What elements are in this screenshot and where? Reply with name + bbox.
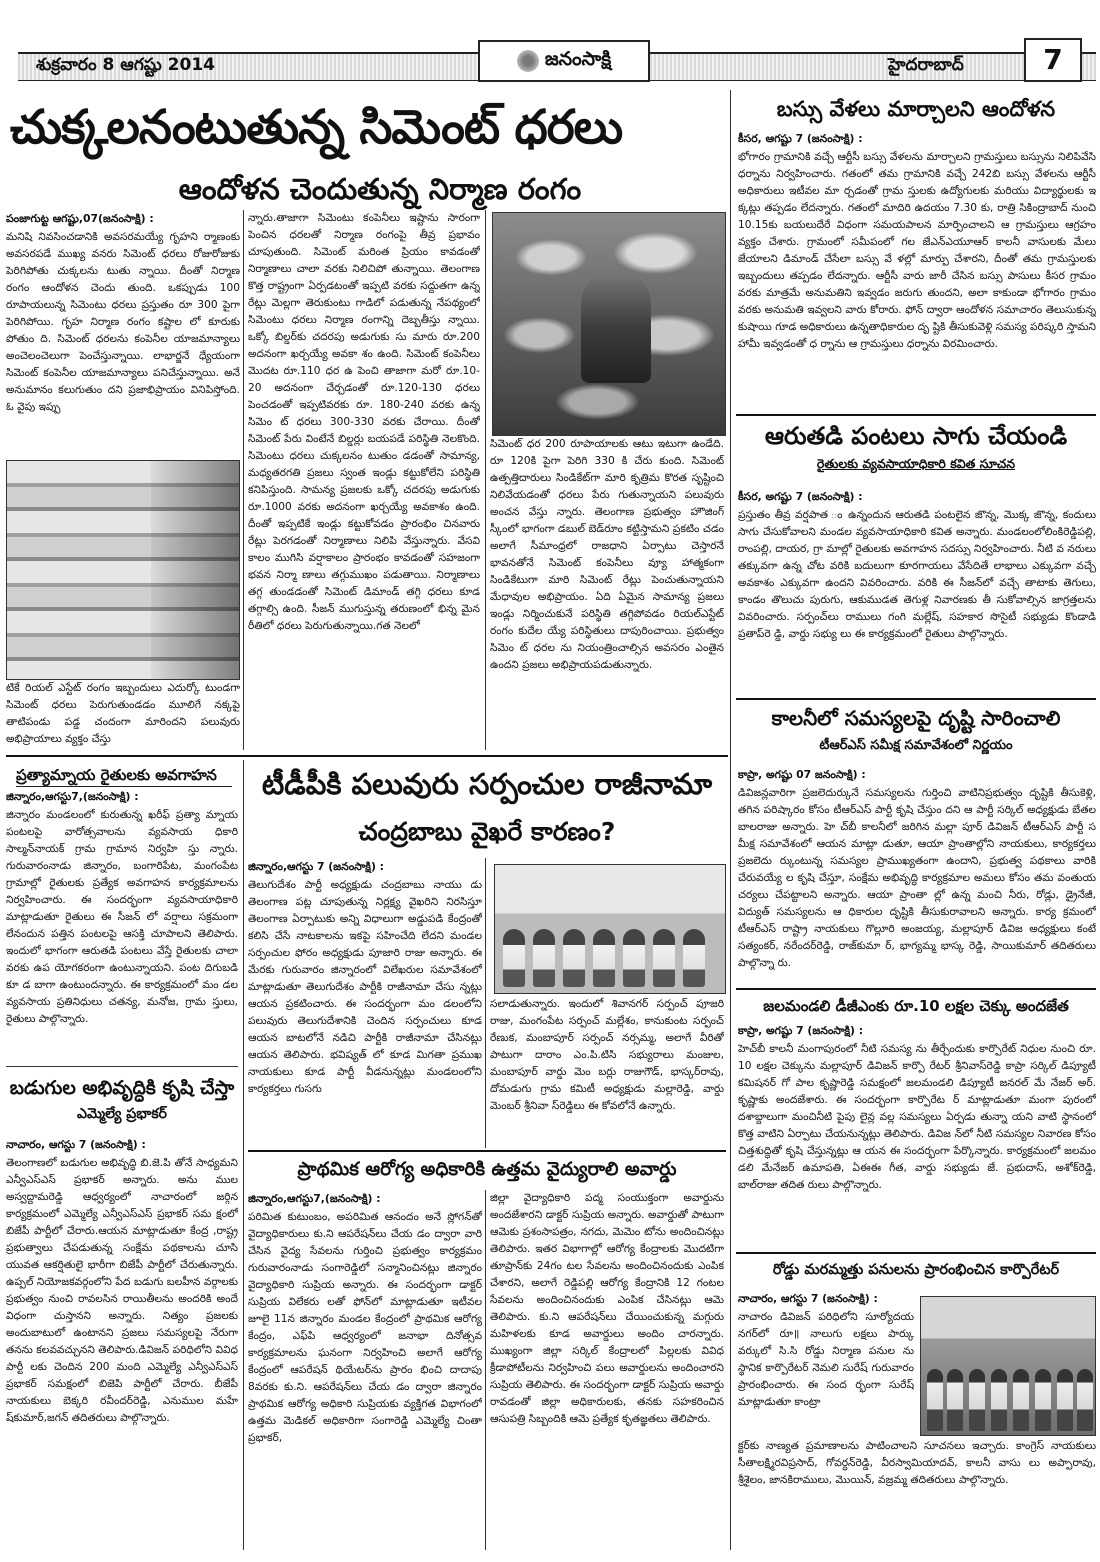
cement-headline: చుక్కలనంటుతున్న సిమెంట్ ధరలు <box>10 100 623 155</box>
tdp-col2-text: సలాడుతున్నారు. ఇందులో శివానగర్ సర్పంచ్ పూజరి రాజు, మంగంపేట సర్పంచ్ మల్లేశం, కానుకుంట సర్పంచ్ రేణుక, మంబాపూర్ సర్పంచ్ నర్సమ్మ, అలాగే వీరితో పాటుగా దారాం ఎం.పి.టిసి సభ్యురాలు మంజుల, మంబాపూర్ వార్డు మెం బర్లు రాజుగౌడ్, భాస్కర్‌రావు, దోమడుగు గ్రామ కమిటీ అధ్యక్షుడు మల్లారెడ్డి, వార్డు మెంబర్ శ్రీనివా స్‌రెడ్డిలు ఈ కోవలోనే ఉన్నారు. <box>490 998 724 1112</box>
masthead-title: జనంసాక్షి <box>544 47 612 70</box>
cement-dateline: పంజాగుట్ట ఆగష్టు,07(జనంసాక్షి) : <box>6 212 154 225</box>
road-text-top: నాచారం డివిజన్ పరిధిలోని సూర్యోదయ నగర్‌లో రూ॥ నాలుగు లక్షలు పార్కు వర్కులో సి.సి రోడ్డు నిర్మాణ పనుల ను స్థానిక కార్పొరేటర్ నెమలి సురేష్ గురువారం ప్రారంభించారు. ఈ సంద ర్భంగా సురేష్ మాట్లాడుతూ కాంట్రా <box>738 1311 914 1408</box>
crops-headline: ఆరుతడి పంటలు సాగు చేయండి <box>764 422 1068 450</box>
colony-text: డివిజన్లవారిగా ప్రజలెదుర్కునే సమస్యలను గుర్తించి వాటినిప్రభుత్వం దృష్టికి తీసుకెళ్లి, తగిన పరిష్కారం కోసం టీఆర్ఎస్ పార్టీ కృషి చేస్తుం దని ఆ పార్టీ సర్కిల్ అధ్యక్షుడు బేతల బాలరాజు అన్నారు. హె చ్‌బీ కాలనీలో జరిగిన మల్లా పూర్ డివిజన్ టీఆర్ఎస్ పార్టీ స మీక్ష సమావేశంలో ఆయన మాట్లా డుతూ, ఆయా ప్రాంతాల్లోని నాయకులు, కార్యకర్తలు ప్రజలెదు ర్కుంటున్న సమస్యల ప్రాముఖ్యతంగా ఉందాని, ప్రభుత్వ పథకాలు వారికి చేరువయ్యే ల కృషి చేస్తూ, సంక్షేమ అభివృద్ధి కార్యక్రమాల అమలు కోసం తమ వంతుయ చర్యలు చేపట్టాలని అన్నారు. ఆయా ప్రాంతా ల్లో ఉన్న మంచి నీరు, రోడ్లు, డ్రైనేజీ, విద్యుత్ సమస్యలను ఆ ధికారుల దృష్టికి తీసుకురావాలని అన్నారు. కార్య క్రమంలో టీఆర్ఎస్ రాష్ట్రా నాయకులు గొల్లూరి అంజయ్య, మల్లాపూర్ డివిజ అధ్యక్షులు కంటే సత్యంకర్, నరేందర్‌రెడ్డి, రాజ్‌కుమా ర్, భాగ్యమ్మ భాస్క రెడ్డి, సాయికుమార్ తదితరులు పాల్గొన్నా రు. <box>738 787 1096 969</box>
masthead-logo <box>478 40 650 82</box>
doctor-col2-text: జిల్లా వైద్యాధికారి పద్మ సంయుక్తంగా అవార్డును అందజేశారని డాక్టర్ సుప్రియ అన్నారు. అవార్డుతో పాటుగా ఆమెకు ప్రశంసాపత్రం, నగదు, మెమెం టోను అందించినట్లు తెలిపారు. ఇతర విభాగాల్లో ఆరోగ్య కేంద్రాలకు మొదటిగా తూప్రాన్‌కు 24గం టల సేవలను అందించినందుకు ఎంపిక చేశారని, అలాగే రెడ్డిపల్లి ఆరోగ్య కేంద్రానికి 12 గంటల సేవలను అందించినందుకు ఎంపిక చేసినట్లు ఆమె తెలిపారు. కు.ని ఆపరేషన్‌లు చేయించుకున్న మగ్గురు మహిళలకు కూడ అవార్డులు అందిం చారన్నారు. ముఖ్యంగా జిల్లా సర్కిల్ కేంద్రాలలో పిల్లలకు వివిధ క్రీడాపోటీలను నిర్వహించి పలు అవార్డులను అందించారని సుప్రియ తెలిపారు. ఈ సందర్భంగా డాక్టర్ సుప్రియ అవార్డు రావడంతో జిల్లా అధికారులకు, తనకు సహకరించిన ఆసుపత్రి సిబ్బందికి ఆమె ప్రత్యేక కృతజ్ఞతలు తెలిపారు. <box>490 1192 724 1425</box>
road-story-top <box>738 1290 914 1440</box>
doctor-col1-text: పరిమిత కుటుంబం, అపరిమిత ఆనందం అనే స్లోగన్‌తో వైద్యాధికారులు కు.ని ఆపరేషన్‌లు చేయ డం ద్వారా వారి చేసిన వైద్య సేవలను గుర్తించి ప్రభుత్వం కార్యక్రమం గురువారంనాడు సంగారెడ్డిలో సన్మానించినట్లు జిన్నారం వైద్యాధికారి సుప్రియ అన్నారు. ఈ సందర్భంగా డాక్టర్ సుప్రియ విలేకరు లతో ఫోన్‌లో మాట్లాడుతూ ఇటీవల జూలై 11న జిన్నారం మండల కేంద్రంలో ప్రాథమిక ఆరోగ్య కేంద్రం, ఎఫ్‌పి ఆధ్వర్యంలో జనాభా దినోత్సవ కార్యక్రమాలను ఘనంగా నిర్వహించి అలాగే ఆరోగ్య కేంద్రంలో ఆపరేషన్ థియేటర్‌ను ప్రారం భించి దాదాపు 8వరకు కు.ని. ఆపరేషన్‌లు చేయ డం ద్వారా జిన్నారం ప్రాథమిక ఆరోగ్య అధికారి సుప్రియకు వ్యక్తిగత విభాగంలో ఉత్తమ మెడికల్ అధికారిగా సంగారెడ్డి ఎమ్మెల్యే చింతా ప్రభాకర్, <box>248 1211 482 1444</box>
cement-column-1-bottom <box>6 680 240 750</box>
worker-carrying-cement-photo <box>492 212 726 436</box>
page-number: 7 <box>1024 38 1082 82</box>
issue-date: శుక్రవారం 8 ఆగష్టు 2014 <box>36 55 216 75</box>
weaker-headline: బడుగుల అభివృద్ధికి కృషి చేస్తా <box>9 1077 235 1099</box>
cheque-headline: జలమండలి డీజీఎంకు రూ.10 లక్షల చెక్కు అందజేత <box>763 997 1069 1015</box>
edition-city: హైదరాబాద్ <box>888 55 964 75</box>
cement-col3-text: సిమెంట్ ధర 200 రూపాయాలకు ఆటు ఇటుగా ఉండేది. రూ 120కి పైగా పెరిగి 330 కి చేరు కుంది. సిమెంట్ ఉత్పత్తిదారులు సిండికేట్‌గా మారి కృత్రిమ కొరత సృష్టించి నిలివేయడంతో ధరలు పేరు గుతున్నాయని పలువురు అంచన వేస్తు న్నారు. తెలంగాణ ప్రభుత్వం హౌజింగ్ స్కీంలో భాగంగా డబుల్ బెడ్‌రూం కట్టిస్తామని ప్రకటిం చడం అలాగే సీమాంధ్రలో రాజధాని ఏర్పాటు చెస్తారనే భావనతోనే సిమెంట్ కంపెనీలు వ్యూ హాత్మకంగా సిండికేటుగా మారి సిమెంట్ రేట్లు పెంచుతున్నాయని మేధావుల అభిప్రాయం. ఏది ఏమైన సామాన్య ప్రజలు ఇండ్లు నిర్మించుకునే పరిస్థితి తగ్గిపోవడం రియల్‌ఎస్టేట్ రంగం కుదేల య్యే పరిస్థితులు దాపురించాయి. ప్రభుత్వం సిమెం ట్ ధరల ను నియంత్రించాల్సిన అవసరం ఎంతైన ఉందని ప్రజలు అభిప్రాయపడుతున్నారు. <box>490 438 724 671</box>
tdp-col1-text: తెలుగుదేశం పార్టీ అధ్యక్షుడు చంద్రబాబు నాయు డు తెలంగాణ పట్ల చూపుతున్న నిర్లక్ష్య వైఖరిని నిరసిస్తూ తెలంగాణ ఏర్పాటుకు అన్ని విధాలుగా అడ్డుపడి కేంద్రంతో కలిసి చేసే నాటకాలను ఇకపై సహించేది లేదని మండల సర్పంచుల ఫోరం అధ్యక్షుడు పూజారి రాజు అన్నారు. ఈ మేరకు గురువారం జిన్నారంలో విలేఖరుల సమావేశంలో మాట్లాడుతూ తెలుగుదేశం పార్టీకి రాజీనామా చేసు న్నట్లు ఆయన ప్రకటించారు. ఈ సందర్భంగా మం డలంలోని పలువురు తెలుగుదేశానికి చెందిన సర్పంచులు కూడ ఆయన బాటలోనే నడిచి పార్టీకి రాజీనామా చేసినట్లు ఆయన తెలిపారు. భవిష్యత్ లో కూడ మిగతా ప్రముఖ నాయకులు కూడ పార్టీ వీడనున్నట్లు మండలంలోని కార్యకర్తలు గుసగు <box>248 879 482 1095</box>
cement-col1-top-text: మనిషి నివసించడానికి అవసరమయ్యే గృహని ర్మాణంకు అవసరపడే ముఖ్య వనరు సిమెంట్ ధరలు రోజురోజుకు పెరిగిపోతు చుక్కలను టుతు న్నాయి. దీంతో నిర్మాణ రంగం ఆందోళన చెందు తుంది. ఒకప్పుడు 100 రూపాయలున్న సిమెంటు ధరలు ప్రస్తుతం రూ 300 పైగా పెరిగిపోయి. గృహ నిర్మాణ రంగం కష్టాల లో కూరుకు పోతుం ది. సిమెంట్ ధరలను కంపెనీల యాజమాన్యాలు అంచెలంచెలుగా పెంచేస్తున్నాయి. లాభార్జనే ధ్యేయంగా సిమెంట్ కంపెనీల యాజమాన్యాలు పనిచేస్తున్నాయి. అనే అనుమానం కలుగుతుం దని ప్రజాభిప్రాయం వినిపిస్తోంది. ఓ వైపు ఇప్పు <box>6 231 240 413</box>
cement-column-2 <box>248 210 480 750</box>
road-work-inauguration-photo <box>920 1296 1096 1436</box>
crops-text: ప్రస్తుతం తీవ్ర వర్షపాత ం ఉన్నందున ఆరుతడి పంటలైన జొన్న, మొక్క జొన్న, కందులు సాగు చేసుకోవాలని మండల వ్యవసాయాధికారి కవిత అన్నారు. మండలంలోలింకిరెడ్డిపల్లి, రాంపల్లి, దాయర, గ్రా మాల్లో రైతులకు అవగాహన సదస్సు నిర్వహించారు. నీటి వ నరులు తక్కువగా ఉన్న చోట వరికి బదులుగా కూరగాయలు వేసేదితే లాభాలు ఎక్కువగా వచ్చే అవకాశం ఎక్కువగా ఉందని వివరించారు. వరికి ఈ సీజన్‌లో వచ్చే తాటాకు తెగులు, కాండం తొలుచు పురుగు, ఆకుముడత తెగుళ్ల నివారణకు తీ సుకోవాల్సిన జాగ్రత్తలను వివరించారు. సర్పంచ్‌లు రాములు గంగి మల్లేష్, సహకార సొసైటీ సభ్యుడు కొండాడి ప్రతాప్‌రె డ్డి, వార్డు సభ్యు లు ఈ కార్యక్రమంలో రైతులు పాల్గొన్నారు. <box>738 509 1096 640</box>
farmers-text: జిన్నారం మండలంలో కురుతున్న ఖరీఫ్ ప్రత్యా మ్నాయ పంటలపై వారోత్సవాలను వ్యవసాయ ధికారి సాల్మన్‌నాయక్ గ్రామ గ్రామాన నిర్వహి స్తు న్నారు. గురువారంనాడు జిన్నారం, బంగారిపేట, మంగంపేట గ్రామాల్లో రైతులకు ప్రత్యేక అవగాహన కార్యక్రమాలను నిర్వహించారు. ఈ సందర్భంగా వ్యవసాయాధికారి మాట్లాడుతూ రైతులు ఈ సీజన్ లో వర్షాలు సక్రమంగా లేనందున పత్తిన పంటలపై ఆసక్తి చూపాలని తెలిపారు. ఇందులో భాగంగా ఆరుతడి పంటలు వేస్తే రైతులకు చాలా వరకు ఉప యోగకరంగా ఉంటున్నాయని. పంట దిగుబడి కూ డ బాగా ఉంటుందన్నారు. ఈ కార్యక్రమంలో మం డల వ్యవసాయ ప్రతినిధులు చతన్య, మనోజ, గ్రామ స్తులు, రైతులు పాల్గొన్నారు. <box>6 809 238 1025</box>
weaker-story <box>6 1136 238 1551</box>
doctor-column-2 <box>490 1190 724 1552</box>
sarpanch-meeting-photo <box>494 864 726 994</box>
colony-story <box>738 766 1096 986</box>
tdp-subheadline: చంద్రబాబు వైఖరే కారణం? <box>358 817 616 846</box>
bus-story <box>738 130 1096 412</box>
cheque-story <box>738 1022 1096 1250</box>
page-header <box>0 0 1100 86</box>
doctor-headline: ప్రాథమిక ఆరోగ్య అధికారికి ఉత్తమ వైద్యురాలి అవార్డు <box>297 1159 677 1180</box>
cement-col2-text: న్నారు.తాజాగా సిమెంటు కంపెనీలు ఇష్టాను సారంగా పెంచిన ధరలతో నిర్మాణ రంగంపై తీవ్ర ప్రభావం చూపుతుంది. సిమెంట్ మరింత ప్రియం కావడంతో నిర్మాణాలు చాలా వరకు నిలిచిపో తున్నాయి. తెలంగాణ కొత్త రాష్ట్రంగా ఏర్పడటంతో ఇప్పటి వరకు సద్దుతగా ఉన్న రేట్లు మెల్లగా తెరుకుంటు గాడిలో పడుతున్న నేపథ్యంలో సిమెంటు ధరలు నిర్మాణ రంగాన్ని దెబ్బతీస్తు న్నాయి. ఒక్కో బిల్డర్‌కు చదరపు అడుగుకు సు మారు రూ.200 అదనంగా ఖర్చయ్యే అవకా శం ఉంది. సిమెంట్ కంపెనీలు మొదట రూ.110 ధర ఉ పెంచి తాజాగా మరో రూ.10-20 అదనంగా చేర్చడంతో రూ.120-130 ధరలు పెంచడంతో ఇప్పటివరకు రూ. 180-240 వరకు ఉన్న సిమెం ట్ ధరలు 300-330 వరకు చేరాయి. దీంతో సిమెంట్ పేరు వింటేనే బిల్డర్లు బయపడే పరిస్థితి నెలకొంది. సిమెంటు ధరలు చుక్కలనం టుతుం డడంతో సామాన్య, మధ్యతరగతి ప్రజలు స్వంత ఇండ్లు కట్టుకోలేని పరిస్థితి కనిపిస్తుంది. సామన్య ప్రజలకు ఒక్కో చదరపు అడుగుకు రూ.1000 వరకు అదనంగా ఖర్చయ్యే అవకాశం ఉంది. దీంతో ఇప్పటికే ఇండ్లు కట్టుకోవడం ప్రారంభిం చినవారు రేట్లు పెరగడంతో నిర్మాణాలు నిలిపి వేస్తున్నారు. వేసవి కాలం ముగిసి వర్షాకాలం ప్రారంభం కావడంతో సహజంగా భవన నిర్మా ణాలు తగ్గుముఖం పడుతాయి. నిర్మాణాలు తగ్గ తుండడంతో సిమెంట్ డిమాండ్ తగ్గి ధరలు కూడ తగ్గాల్సి ఉంది. సీజన్ ముగుస్తున్న తరుణంలో భిన్న మైన రీతిలో ధరలు పెరుగుతున్నాయి.గత నెలలో <box>248 212 480 632</box>
crops-story <box>738 488 1096 696</box>
bus-text: భోగారం గ్రామానికి వచ్చే ఆర్టీసీ బస్సు వేళలను మార్చాలని గ్రామస్తులు బస్సును నిలిపివేసి ధర్నాను నిర్వహించారు. గతంలో తమ గ్రామానికి వచ్చే 242బి బస్సు వేళలను ఆర్టీసీ అధికారులు ఇటీవల మా ర్చడంతో గ్రామ స్తులకు ఉద్యోగులకు మరియు విద్యార్థులకు ఇ క్కట్లు తప్పడం లేదన్నారు. గతంలో మాదిరి ఉదయం 7.30 కు, రాత్రి సికింద్రాబాద్ నుంచి 10.15కు బయలుదేరే విధంగా సమయపాలన మార్పించాలని ఆ గ్రామస్తులు ఆగ్రహం వ్యక్తం చేశారు. గ్రామంలో సమీపంలో గల జేఎన్‌ఎయూఆర్ కాలనీ వాసులకు మేలు జేయాలని డిమాండ్ చేసేలా బస్సు వే ళల్లో మార్పు చేశారని, దీంతో తమ గ్రామస్తులకు ఇబ్బందులు తప్పడం లేదన్నారు. ఆర్టీసీ వారు జారీ చేసిన బస్సు పాసులు కీసర గ్రామం వరకు మాత్రమే అనుమతిని ఇవ్వడం జరుగు తుందని, అలా కాకుండా భోగారం గ్రామం వరకు అనుమతి ఇవ్వలని వారు కోరారు. ఫోన్ ద్వారా ఆందోళన సమాచారం తెలుసుకున్న కుషాయి గూడ అధికారులు ఉన్నతాధికారుల దృ ష్టికి తీసుకువెళ్లి సమస్య పరిష్కరి స్తామని హామీ ఇవ్వడంతో ధ ర్నాను ఆ గ్రామస్తులు ధర్నాను విరమించారు. <box>738 151 1096 350</box>
farmers-dateline: జిన్నారం,ఆగస్టు7,(జనంసాక్షి) : <box>6 790 139 803</box>
colony-dateline: కాప్రా, అగష్టు 07 జనంసాక్షి) : <box>738 768 866 781</box>
tdp-column-2 <box>490 996 724 1148</box>
masthead-emblem-icon <box>517 50 539 72</box>
doctor-dateline: జిన్నారం,ఆగస్టు7,(జనంసాక్షి) : <box>248 1192 381 1205</box>
road-story-bottom <box>738 1438 1096 1550</box>
farmers-headline: ప్రత్యామ్నాయ రైతులకు అవగాహన <box>16 764 232 787</box>
road-text-bottom: క్టర్‌కు నాణ్యత ప్రమాణాలను పాటించాలని సూచనలు ఇచ్చారు. కాంగ్రెస్ నాయకులు సీతాలక్ష్మిరవిప్రసాద్, గోవర్ధన్‌రెడ్డి, వీరస్వామియాదవ్, కాలనీ వాసు లు అప్పారావు, శ్రీశైలం, జానకిరాములు, మొయిన్, వజ్రమ్మ తదితరులు పాల్గొన్నారు. <box>738 1440 1096 1486</box>
weaker-text: తెలంగాణలో బడుగుల అభివృద్ధి బి.జె.పి తోనే సాధ్యమని ఎన్వీఎస్ఎస్ ప్రభాకర్ అన్నారు. అను ముల అస్వద్దామరెడ్డి ఆధ్వర్యంలో నాచారంలో జర్గిన కార్యక్రమంలో ఎమ్మెల్యే ఎన్వీఎస్ఎస్ ప్రభాకర్ సమ క్షంలో బిజేపీ పార్టీలో చేరారు.ఆయన మాట్లాడుతూ కేంద్ర ,రాష్ట్ర ప్రభుత్వాలు చేపడుతున్న సంక్షేమ పథకాలను చూసి యువత ఆకర్షితులై భారీగా బిజేపీ పార్టీలో చేరుతున్నారు. ఉప్పల్ నియోజకవర్గంలోని పేద బడుగు బలహీన వర్గాలకు ప్రభుత్వం నుంచి రావలసిన రాయితీలను అందరికి అందే విధంగా చుస్తానని అన్నారు. నిత్యం ప్రజలకు అందుబాటులో ఉంటానని ప్రజలు సమస్యలపై నేరుగా తనను కలవవచ్చునని తెలిపారు.డివిజన్ పరిధిలోని వివిధ పార్టీ లకు చెందిన 200 మంది ఎమ్మెల్యే ఎన్వీఎస్ఎస్ ప్రభాకర్ సమక్షంలో బిజెపి పార్టీలో చేరారు. బీజేపీ నాయకులు బెక్కరి రవీందర్‌రెడ్డి, ఎనుముల మహే ష్‌కుమార్,జగన్ తదితరులు పాల్గొన్నారు. <box>6 1157 238 1424</box>
crops-dateline: కీసర, అగష్టు 7 (జనంసాక్షి) : <box>738 490 863 503</box>
cement-subheadline: ఆందోళన చెందుతున్న నిర్మాణ రంగం <box>178 172 582 206</box>
road-headline: రోడ్డు మరమ్మత్తు పనులను ప్రారంభించిన కార్పొరేటర్ <box>772 1262 1060 1278</box>
doctor-column-1 <box>248 1190 482 1552</box>
cement-sacks-photo <box>6 460 240 680</box>
cement-column-1-top <box>6 210 240 458</box>
colony-subheadline: టీఆర్ఎస్ సమీక్ష సమావేశంలో నిర్ణయం <box>819 738 1013 753</box>
bus-headline: బస్సు వేళలు మార్చాలని ఆందోళన <box>776 97 1056 121</box>
weaker-subheadline: ఎమ్మెల్యే ప్రభాకర్ <box>77 1106 167 1122</box>
cement-col1-bottom-text: టికే రియల్ ఎస్టేట్ రంగం ఇబ్బందులు ఎదుర్కో టుండగా సిమెంట్ ధరలు పెరుగుతుండడం మూలిగే నక్కపై తాటిపండు పడ్డ చందంగా మారిందని పలువురు అభిప్రాయాలు వ్యక్తం చేస్తు <box>6 682 240 745</box>
tdp-headline: టీడీపీకి పలువురు సర్పంచుల రాజీనామా <box>261 767 713 801</box>
bus-dateline: కీసర, ఆగష్టు 7 (జనంసాక్షి) : <box>738 132 863 145</box>
weaker-dateline: నాచారం, ఆగస్టు 7 (జనంసాక్షి) : <box>6 1138 146 1151</box>
cheque-text: హెచ్‌బీ కాలనీ మంగాపురంలో నీటి సమస్య ను తీర్చేందుకు కార్పొరేట్ నిధుల నుంచి రూ. 10 లక్షల చెక్కును మల్లాపూర్ డివిజన్ కార్పొ రేటర్ శ్రీనివాస్‌రెడ్డి కాప్రా సర్కిల్ డిప్యూటీ కమిషనర్ గో పాల కృష్ణారెడ్డి సమక్షంలో జలమండలి డిప్యూటీ జనరల్ మే నేజర్ అర్. కృష్ణాకు అందజేశారు. ఈ సందర్భంగా కార్పొరేట ర్ మాట్లాడుతూ మంగా పురంలో దశాబ్దాలుగా మంచినీటి పైపు లైన్ల వల్ల సమస్యలు ఏర్పడు తున్నా యని వాటి స్థానంలో కొత్త వాటిని ఏర్పాటు చేయనున్నట్లు తెలిపారు. డివిజ న్‌లో నీటి సమస్యల నివారణ కోసం చిత్తశుద్ధితో కృషి చేస్తున్నట్లు ఆ యన ఈ సందర్భంగా పేర్కొన్నారు. కార్యక్రమంలో జలమం డలి మేనేజర్ ఉమాపతి, ఏఈఈ గీత, వార్డు సభ్యుడు జే. ప్రభుదాస్, అశోక్‌రెడ్డి, బాల్‌రాజు తదిత రులు పాల్గొన్నారు. <box>738 1043 1096 1191</box>
cement-column-3 <box>490 436 724 750</box>
farmers-story <box>6 788 238 1063</box>
tdp-dateline: జిన్నారం,ఆగస్టు 7 (జనంసాక్షి) : <box>248 860 384 873</box>
tdp-column-1 <box>248 858 482 1148</box>
colony-headline: కాలనీలో సమస్యలపై దృష్టి సారించాలి <box>771 706 1061 730</box>
road-dateline: నాచారం, ఆగస్టు 7 (జనంసాక్షి) : <box>738 1292 878 1305</box>
cheque-dateline: కాప్రా, అగష్టు 7 (జనంసాక్షి) : <box>738 1024 864 1037</box>
crops-subheadline: రైతులకు వ్యవసాయాధికారి కవిత సూచన <box>816 456 1016 471</box>
